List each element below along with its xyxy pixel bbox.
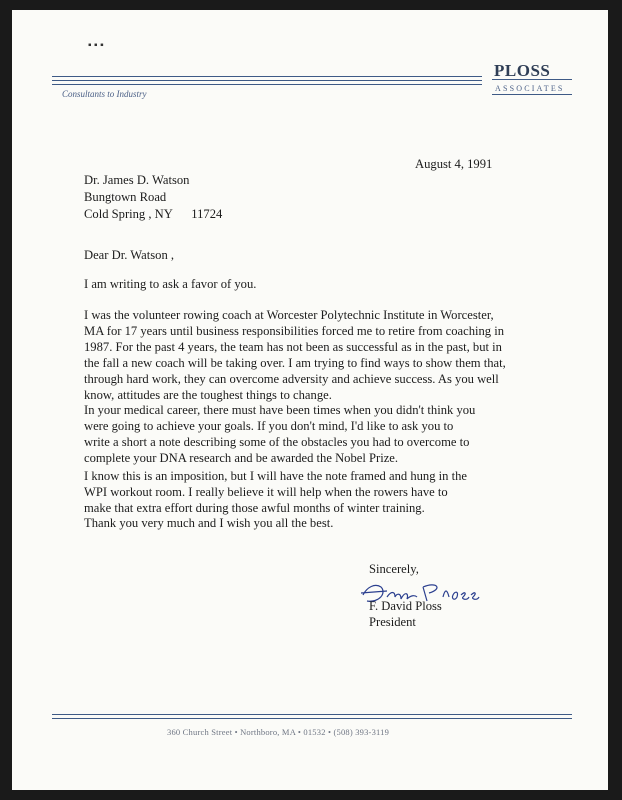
paragraph-line: MA for 17 years until business responsibilities forced me to retire from coaching in — [84, 324, 505, 338]
paragraph-line: I am writing to ask a favor of you. — [84, 277, 257, 291]
paragraph-2 — [84, 307, 596, 403]
signer-name: F. David Ploss — [369, 599, 442, 613]
paragraph-line: through hard work, they can overcome adversity and achieve success. As you well — [84, 372, 499, 386]
paragraph-line: make that extra effort during those awful months of winter training. — [84, 501, 425, 515]
paragraph-line: In your medical career, there must have been times when you didn't think you — [84, 403, 476, 417]
paragraph-1 — [84, 276, 596, 292]
paragraph-line: I was the volunteer rowing coach at Worcester Polytechnic Institute in Worcester, — [84, 308, 494, 322]
paragraph-line: the fall a new coach will be taking over. I am trying to find ways to show them that, — [84, 356, 506, 370]
paragraph-line: write a short a note describing some of the obstacles you had to overcome to — [84, 435, 470, 449]
recipient-street: Bungtown Road — [84, 190, 167, 204]
letterhead-tagline: Consultants to Industry — [62, 89, 147, 99]
paragraph-line: WPI workout room. I really believe it will help when the rowers have to — [84, 485, 448, 499]
paragraph-3 — [84, 402, 596, 466]
recipient-city: Cold Spring , NY 11724 — [84, 207, 223, 221]
footer-address: 360 Church Street • Northboro, MA • 01532 • (508) 393-3119 — [167, 727, 390, 737]
signer-title: President — [369, 615, 416, 629]
paragraph-5 — [84, 515, 596, 531]
closing: Sincerely, — [369, 562, 419, 576]
header-rule-mid — [52, 80, 482, 81]
paragraph-4 — [84, 468, 596, 516]
paragraph-line: were going to achieve your goals. If you don't mind, I'd like to ask you to — [84, 419, 454, 433]
footer-rule-top — [52, 714, 572, 715]
letter-page — [12, 10, 608, 790]
brand-rule-bottom — [492, 94, 572, 95]
paragraph-line: Thank you very much and I wish you all the best. — [84, 516, 334, 530]
letterhead-brand: PLOSS — [494, 61, 551, 80]
salutation: Dear Dr. Watson , — [84, 248, 175, 262]
paragraph-line: complete your DNA research and be awarded the Nobel Prize. — [84, 451, 399, 465]
header-rule-bottom — [52, 84, 482, 85]
letterhead-brand-sub: ASSOCIATES — [495, 84, 565, 93]
header-rule-top — [52, 76, 482, 77]
recipient-name: Dr. James D. Watson — [84, 173, 190, 187]
paragraph-line: know, attitudes are the toughest things to change. — [84, 388, 332, 402]
recipient-address — [84, 172, 222, 223]
footer-rule-bottom — [52, 718, 572, 719]
scan-specks: ▪ ▪ ▪ — [88, 40, 104, 51]
paragraph-line: I know this is an imposition, but I will have the note framed and hung in the — [84, 469, 467, 483]
paragraph-line: 1987. For the past 4 years, the team has not been as successful as in the past, but in — [84, 340, 502, 354]
letter-date: August 4, 1991 — [415, 157, 493, 171]
